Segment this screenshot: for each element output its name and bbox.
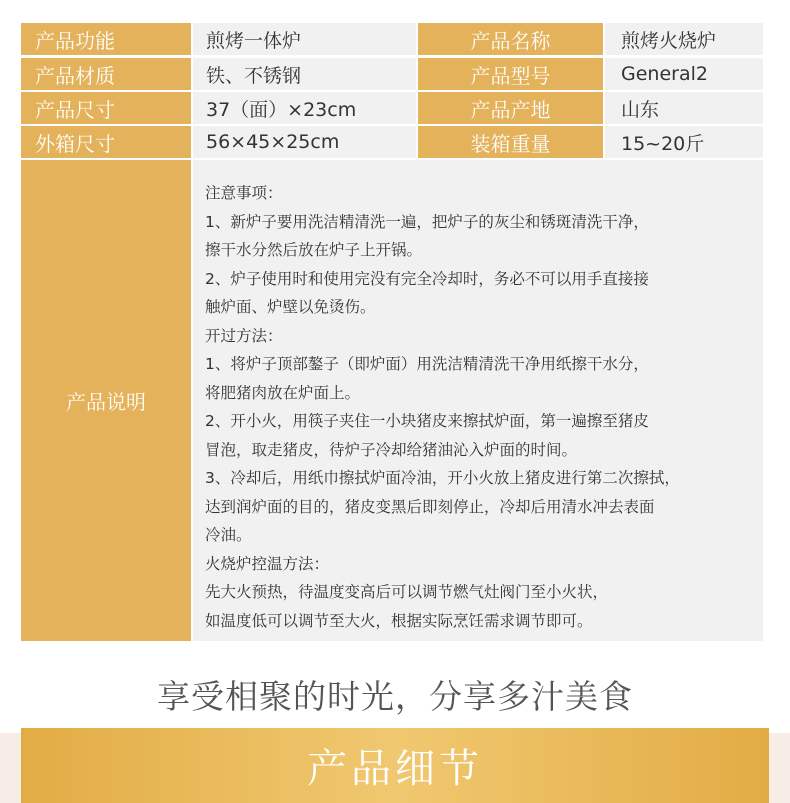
spec-value: 煎烤一体炉 <box>193 23 416 55</box>
note-line: 冒泡，取走猪皮，待炉子冷却给猪油沁入炉面的时间。 <box>205 440 578 459</box>
note-line: 将肥猪肉放在炉面上。 <box>205 383 361 402</box>
note-line: 如温度低可以调节至大火，根据实际烹饪需求调节即可。 <box>205 611 593 630</box>
note-line: 1、将炉子顶部鏊子（即炉面）用洗洁精清洗干净用纸擦干水分， <box>205 355 649 373</box>
spec-label: 产品材质 <box>21 58 191 90</box>
spec-value: 铁、不锈钢 <box>193 58 416 90</box>
spec-label: 产品名称 <box>418 23 603 55</box>
spec-row <box>21 92 763 124</box>
note-line: 2、开小火，用筷子夹住一小块猪皮来擦拭炉面，第一遍擦至猪皮 <box>205 412 649 430</box>
section-title: 产品细节 <box>307 746 483 792</box>
spec-value: 15~20斤 <box>605 126 763 158</box>
spec-value: General2 <box>605 58 763 90</box>
note-line: 注意事项： <box>205 184 283 202</box>
notes-label: 产品说明 <box>21 160 191 641</box>
note-line: 3、冷却后，用纸巾擦拭炉面冷油，开小火放上猪皮进行第二次擦拭， <box>205 469 680 487</box>
spec-label: 产品功能 <box>21 23 191 55</box>
notes-body <box>193 160 763 641</box>
note-line: 2、炉子使用时和使用完没有完全冷却时，务必不可以用手直接接 <box>205 269 649 288</box>
note-line: 先大火预热，待温度变高后可以调节燃气灶阀门至小火状， <box>205 583 609 601</box>
spec-row <box>21 58 763 90</box>
spec-value: 山东 <box>605 92 763 124</box>
spec-value: 37（面）×23cm <box>193 92 416 124</box>
note-line: 达到润炉面的目的，猪皮变黑后即刻停止，冷却后用清水冲去表面 <box>205 497 655 516</box>
spec-value: 煎烤火烧炉 <box>605 23 763 55</box>
spec-label: 外箱尺寸 <box>21 126 191 158</box>
spec-label: 产品尺寸 <box>21 92 191 124</box>
spec-label: 装箱重量 <box>418 126 603 158</box>
spec-value: 56×45×25cm <box>193 126 416 158</box>
note-line: 触炉面、炉壁以免烫伤。 <box>205 298 376 316</box>
note-line: 开过方法： <box>205 326 283 345</box>
note-line: 1、新炉子要用洗洁精清洗一遍，把炉子的灰尘和锈斑清洗干净， <box>205 212 649 231</box>
spec-row <box>21 126 763 158</box>
spec-row <box>21 23 763 55</box>
spec-label: 产品型号 <box>418 58 603 90</box>
note-line: 擦干水分然后放在炉子上开锅。 <box>205 241 423 259</box>
note-line: 冷油。 <box>205 526 252 544</box>
spec-label: 产品产地 <box>418 92 603 124</box>
note-line: 火烧炉控温方法： <box>205 554 330 573</box>
slogan: 享受相聚的时光，分享多汁美食 <box>157 677 633 716</box>
section-banner <box>21 728 769 803</box>
